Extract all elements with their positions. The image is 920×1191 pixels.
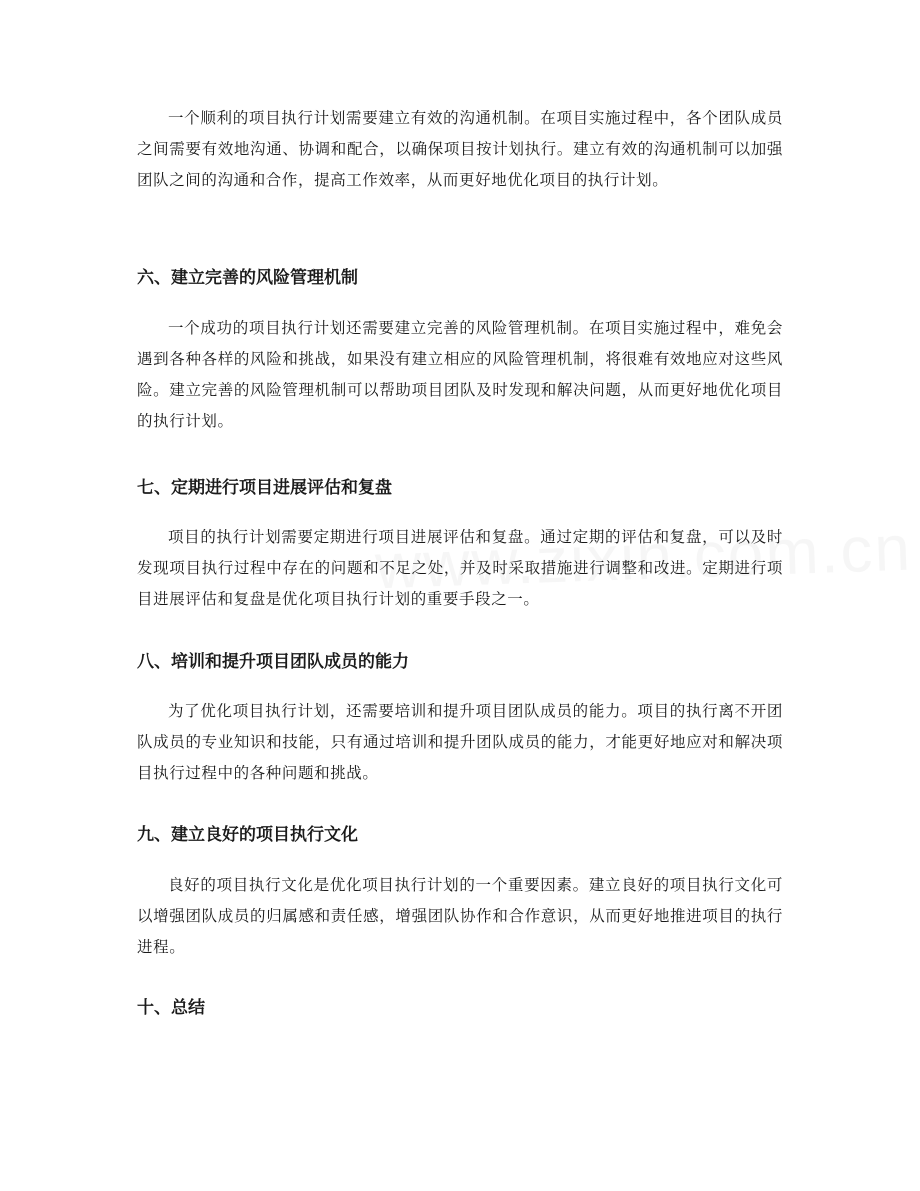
section-heading-risk: 六、建立完善的风险管理机制 (137, 268, 358, 288)
paragraph-training: 为了优化项目执行计划，还需要培训和提升项目团队成员的能力。项目的执行离不开团队成员的专业知识和技能，只有通过培训和提升团队成员的能力，才能更好地应对和解决项目执行过程中的各种问题和挑战。 (137, 702, 783, 782)
paragraph-communication: 一个顺利的项目执行计划需要建立有效的沟通机制。在项目实施过程中，各个团队成员之间需要有效地沟通、协调和配合，以确保项目按计划执行。建立有效的沟通机制可以加强团队之间的沟通和合作，提高工作效率，从而更好地优化项目的执行计划。 (137, 109, 783, 189)
section-heading-summary: 十、总结 (137, 998, 205, 1018)
paragraph-culture: 良好的项目执行文化是优化项目执行计划的一个重要因素。建立良好的项目执行文化可以增强团队成员的归属感和责任感，增强团队协作和合作意识，从而更好地推进项目的执行进程。 (137, 876, 783, 956)
section-heading-review: 七、定期进行项目进展评估和复盘 (137, 478, 392, 498)
paragraph-review: 项目的执行计划需要定期进行项目进展评估和复盘。通过定期的评估和复盘，可以及时发现项目执行过程中存在的问题和不足之处，并及时采取措施进行调整和改进。定期进行项目进展评估和复盘是优化项目执行计划的重要手段之一。 (137, 528, 783, 608)
section-heading-training: 八、培训和提升项目团队成员的能力 (137, 652, 409, 672)
paragraph-risk: 一个成功的项目执行计划还需要建立完善的风险管理机制。在项目实施过程中，难免会遇到各种各样的风险和挑战，如果没有建立相应的风险管理机制，将很难有效地应对这些风险。建立完善的风险管理机制可以帮助项目团队及时发现和解决问题，从而更好地优化项目的执行计划。 (137, 319, 783, 430)
section-heading-culture: 九、建立良好的项目执行文化 (137, 825, 358, 845)
